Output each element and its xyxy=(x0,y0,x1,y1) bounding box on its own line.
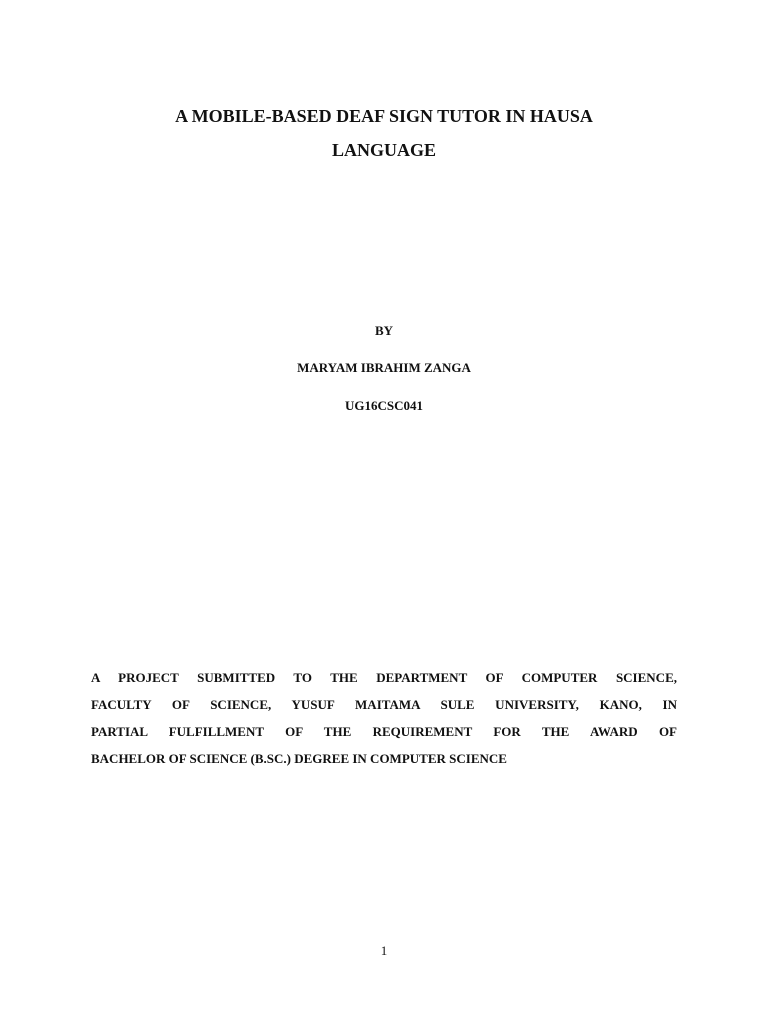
registration-number: UG16CSC041 xyxy=(344,398,423,413)
submission-statement xyxy=(91,664,677,772)
document-title-line-1: A MOBILE-BASED DEAF SIGN TUTOR IN HAUSA xyxy=(175,106,593,126)
page-number: 1 xyxy=(380,943,388,958)
submission-statement-line-1: A PROJECT SUBMITTED TO THE DEPARTMENT OF COMPUTER SCIENCE, xyxy=(91,670,677,685)
submission-statement-line-3: PARTIAL FULFILLMENT OF THE REQUIREMENT FOR THE AWARD OF xyxy=(91,724,677,739)
submission-statement-line-2: FACULTY OF SCIENCE, YUSUF MAITAMA SULE UNIVERSITY, KANO, IN xyxy=(91,697,677,712)
by-label: BY xyxy=(374,323,394,338)
submission-statement-line-4: BACHELOR OF SCIENCE (B.SC.) DEGREE IN COMPUTER SCIENCE xyxy=(91,751,507,766)
document-title xyxy=(0,99,768,167)
document-title-line-2: LANGUAGE xyxy=(331,140,436,160)
author-name: MARYAM IBRAHIM ZANGA xyxy=(297,360,471,375)
